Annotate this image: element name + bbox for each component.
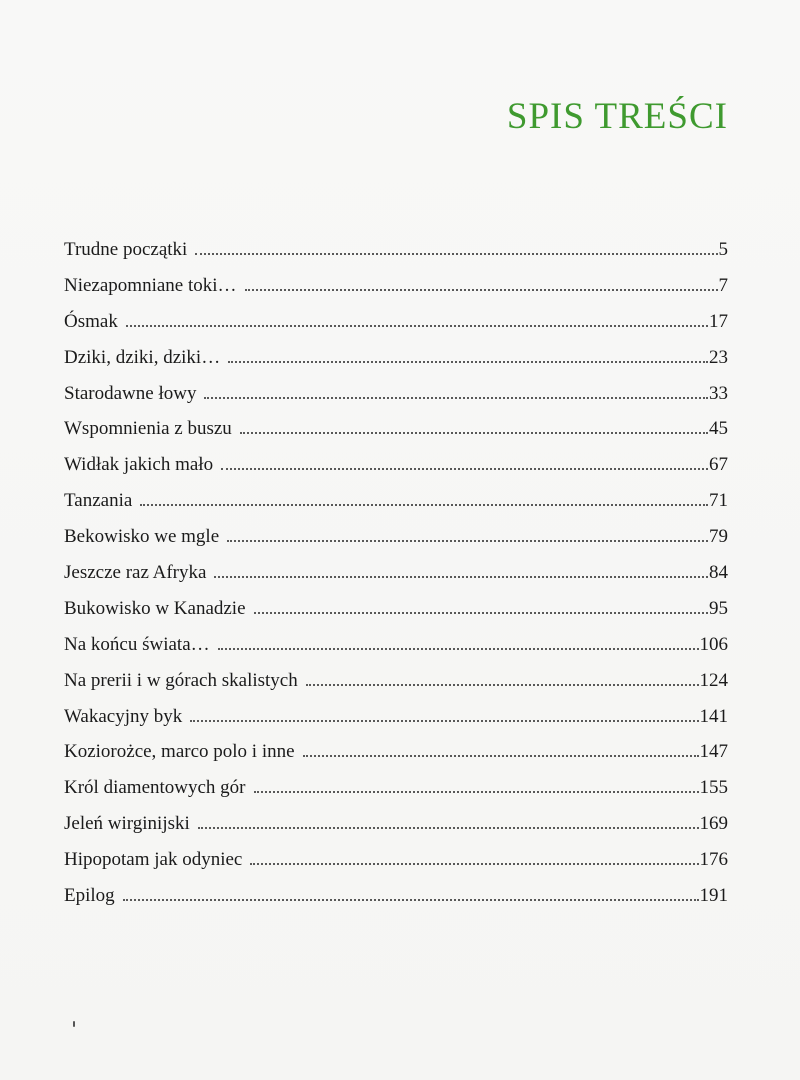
toc-entry xyxy=(64,671,728,707)
toc-entry-title: Bekowisko we mgle xyxy=(64,526,220,548)
page-title: SPIS TREŚCI xyxy=(506,96,728,137)
dot-leader xyxy=(306,684,699,686)
toc-entry-page: 147 xyxy=(699,741,728,763)
toc-entry-page: 79 xyxy=(709,526,728,548)
dot-leader xyxy=(227,540,708,542)
toc-entry xyxy=(64,599,728,635)
toc-entry-title: Bukowisko w Kanadzie xyxy=(64,597,246,619)
toc-entry-title: Na prerii i w górach skalistych xyxy=(64,669,298,691)
toc-entry-page: 17 xyxy=(709,310,728,332)
toc-entry-title: Widłak jakich mało xyxy=(64,454,214,476)
toc-entry xyxy=(64,707,728,743)
toc-entry-title: Wakacyjny byk xyxy=(64,705,183,727)
toc-entry-page: 155 xyxy=(699,777,728,799)
dot-leader xyxy=(221,468,708,470)
toc-entry-page: 84 xyxy=(709,562,728,584)
toc-entry-page: 176 xyxy=(699,849,728,871)
dot-leader xyxy=(204,397,708,399)
dot-leader xyxy=(254,612,708,614)
dot-leader xyxy=(240,432,708,434)
toc-entry-title: Dziki, dziki, dziki… xyxy=(64,346,221,368)
toc-entry-title: Ósmak xyxy=(64,310,118,332)
dot-leader xyxy=(126,325,708,327)
dot-leader xyxy=(198,827,699,829)
dot-leader xyxy=(140,504,708,506)
dot-leader xyxy=(250,863,698,865)
toc-entry-page: 106 xyxy=(699,633,728,655)
toc-entry xyxy=(64,276,728,312)
toc-entry-page: 23 xyxy=(709,346,728,368)
toc-entry-title: Hipopotam jak odyniec xyxy=(64,849,243,871)
toc-entry-title: Koziorożce, marco polo i inne xyxy=(64,741,295,763)
toc-entry-page: 67 xyxy=(709,454,728,476)
toc-entry xyxy=(64,312,728,348)
toc-entry xyxy=(64,635,728,671)
toc-entry-title: Król diamentowych gór xyxy=(64,777,246,799)
toc-entry-page: 33 xyxy=(709,382,728,404)
dot-leader xyxy=(214,576,708,578)
dot-leader xyxy=(123,899,699,901)
dot-leader xyxy=(190,720,698,722)
toc-entry xyxy=(64,527,728,563)
toc-entry xyxy=(64,742,728,778)
toc-entry xyxy=(64,850,728,886)
toc-entry-title: Epilog xyxy=(64,885,115,907)
toc-entry-title: Wspomnienia z buszu xyxy=(64,418,232,440)
toc-entry-page: 71 xyxy=(709,490,728,512)
toc-entry xyxy=(64,240,728,276)
toc-entry-page: 169 xyxy=(699,813,728,835)
print-mark xyxy=(73,1021,75,1027)
toc-entry xyxy=(64,778,728,814)
toc-entry xyxy=(64,563,728,599)
toc-entry-title: Starodawne łowy xyxy=(64,382,197,404)
toc-entry xyxy=(64,419,728,455)
toc-entry-page: 45 xyxy=(709,418,728,440)
toc-entry-title: Jeleń wirginijski xyxy=(64,813,190,835)
toc-entry xyxy=(64,348,728,384)
dot-leader xyxy=(254,791,699,793)
toc-entry-page: 141 xyxy=(699,705,728,727)
dot-leader xyxy=(303,755,699,757)
toc-entry xyxy=(64,491,728,527)
toc-entry xyxy=(64,455,728,491)
table-of-contents xyxy=(64,240,728,922)
dot-leader xyxy=(245,289,718,291)
toc-entry-title: Trudne początki xyxy=(64,239,188,260)
toc-entry-page: 191 xyxy=(699,885,728,907)
dot-leader xyxy=(218,648,699,650)
toc-entry xyxy=(64,384,728,420)
dot-leader xyxy=(228,361,708,363)
toc-entry-page: 95 xyxy=(709,597,728,619)
toc-entry-page: 7 xyxy=(718,274,728,296)
toc-entry-title: Niezapomniane toki… xyxy=(64,274,237,296)
toc-entry-title: Jeszcze raz Afryka xyxy=(64,562,207,584)
toc-entry-page: 5 xyxy=(718,239,728,260)
toc-entry-title: Na końcu świata… xyxy=(64,633,210,655)
toc-entry xyxy=(64,886,728,922)
toc-entry-page: 124 xyxy=(699,669,728,691)
toc-entry xyxy=(64,814,728,850)
dot-leader xyxy=(195,253,717,255)
toc-entry-title: Tanzania xyxy=(64,490,133,512)
